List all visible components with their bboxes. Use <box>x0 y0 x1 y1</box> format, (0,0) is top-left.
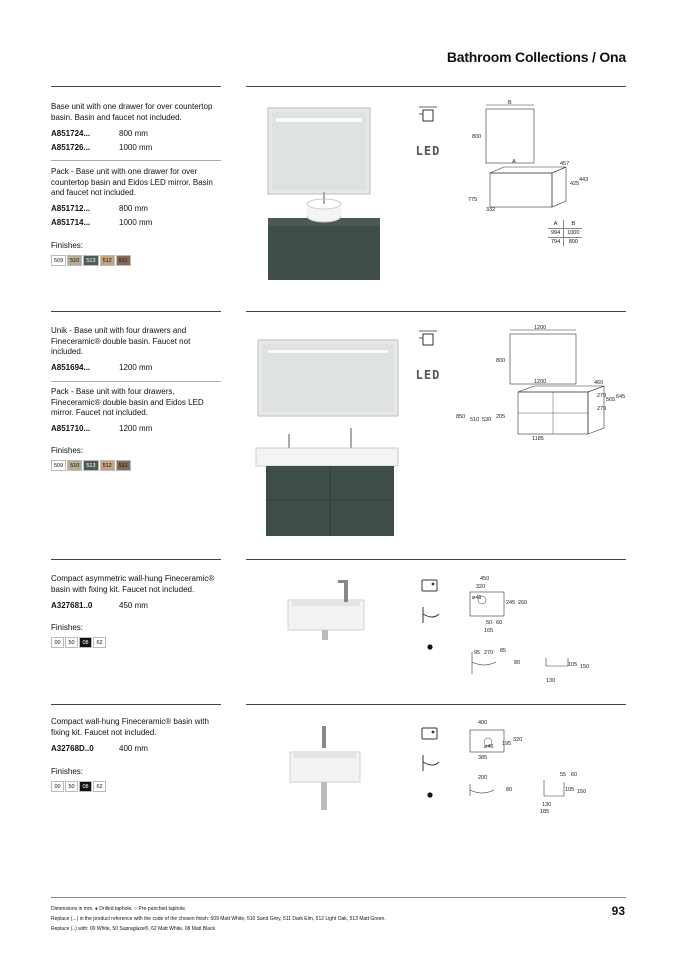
finish-swatches <box>51 781 106 792</box>
dim-label: 130 <box>542 802 552 808</box>
section-divider <box>246 559 626 560</box>
dim-label: 80 <box>506 787 513 793</box>
dim-label: 800 <box>472 134 482 140</box>
finish-swatch: 509 <box>51 255 66 266</box>
product-code: A851726... <box>51 143 91 152</box>
section-divider <box>246 86 626 87</box>
finish-swatch: 50 <box>65 781 78 792</box>
dim-label: 1200 <box>534 379 547 385</box>
finish-swatch: 00 <box>51 781 64 792</box>
product-size: 1200 mm <box>119 424 153 433</box>
feature-icons <box>417 104 439 162</box>
finish-swatch: 509 <box>51 460 66 471</box>
dim-label: 565 <box>606 397 616 403</box>
footer-note: Replace (..) with: 00 White, 50 Supraglaze®, 62 Matt White, 08 Matt Black <box>51 926 216 932</box>
footer-note: Dimensions in mm. ● Drilled taphole. ○ Pre-punched taphole. <box>51 906 187 912</box>
product-size: 450 mm <box>119 601 148 610</box>
dim-label: 95 <box>474 650 481 656</box>
finish-swatch: 62 <box>93 637 106 648</box>
block-divider <box>51 160 221 161</box>
product-size: 400 mm <box>119 744 148 753</box>
finish-swatch: 50 <box>65 637 78 648</box>
dim-label: 50 <box>486 620 493 626</box>
section-divider <box>51 86 221 87</box>
finishes-label: Finishes: <box>51 446 84 455</box>
dim-label: 150 <box>580 664 590 670</box>
dim-label: 105 <box>568 662 578 668</box>
dim-label: 510 <box>470 417 480 423</box>
dim-label: A <box>512 159 516 165</box>
dim-label: 332 <box>486 207 496 213</box>
finish-swatch: 511 <box>116 460 131 471</box>
technical-drawing <box>458 322 628 442</box>
dim-label: 185 <box>540 809 550 815</box>
table-cell: 1000 <box>564 229 583 238</box>
dim-label: 60 <box>496 620 503 626</box>
dim-label: 450 <box>480 576 490 582</box>
dim-label: 245 <box>506 600 516 606</box>
dim-label: 55 <box>560 772 567 778</box>
product-description: Base unit with one drawer for over countertop basin. Basin and faucet not included. <box>51 102 213 122</box>
basin-tap-icon <box>419 722 441 744</box>
wall-hung-icon <box>419 604 441 626</box>
finish-swatch: 511 <box>116 255 131 266</box>
finish-swatch: 510 <box>67 255 82 266</box>
technical-drawing <box>466 97 626 262</box>
page-number: 93 <box>611 904 625 918</box>
dim-label: 260 <box>518 600 528 606</box>
feature-icons <box>417 328 439 386</box>
dim-label: 775 <box>468 197 478 203</box>
product-code-row <box>51 601 148 611</box>
dim-label: 105 <box>565 787 575 793</box>
finish-swatch: 08 <box>79 781 92 792</box>
finishes-label: Finishes: <box>51 241 84 250</box>
product-size: 800 mm <box>119 204 148 213</box>
product-size: 1000 mm <box>119 143 153 152</box>
dim-label: 320 <box>513 737 523 743</box>
dim-label: 150 <box>577 789 587 795</box>
dim-label: 270 <box>484 650 494 656</box>
finish-swatch: 513 <box>83 255 98 266</box>
finish-swatch: 00 <box>51 637 64 648</box>
product-description: Pack - Base unit with four drawers, Fineceramic® double basin and Eidos LED mirror. Faucet not included. <box>51 387 204 417</box>
footer-note: Replace (...) in the product reference with the code of the chosen finish: 509 Matt White, 510 Sand Grey, 511 Dark Elm, 512 Light Oak, 513 Matt Green. <box>51 916 386 922</box>
dim-label: 85 <box>500 648 507 654</box>
table-cell: 994 <box>548 229 564 238</box>
feature-icons <box>419 574 441 658</box>
wall-hung-icon <box>419 752 441 774</box>
product-code-row <box>51 204 152 214</box>
product-code-row <box>51 218 152 228</box>
product-image-basin-compact <box>280 720 370 820</box>
product-code: A851712... <box>51 204 91 213</box>
product-code-list <box>51 601 148 611</box>
dim-label: 195 <box>502 741 512 747</box>
dim-label: 320 <box>476 584 486 590</box>
finish-swatch: 62 <box>93 781 106 792</box>
drilled-taphole-icon <box>419 784 441 806</box>
product-code-list <box>51 424 152 434</box>
dim-label: 443 <box>579 177 589 183</box>
dim-label: 800 <box>496 358 506 364</box>
product-code-list <box>51 204 152 228</box>
product-code: A851694... <box>51 363 91 372</box>
dim-label: 850 <box>456 414 466 420</box>
technical-drawing <box>464 716 604 820</box>
dim-label: 385 <box>478 755 488 761</box>
product-code: A851710... <box>51 424 91 433</box>
finish-swatch: 512 <box>100 255 115 266</box>
product-code-row <box>51 143 152 153</box>
dim-label: B <box>508 100 512 106</box>
product-description: Compact asymmetric wall-hung Fineceramic® basin with fixing kit. Faucet not included. <box>51 574 215 594</box>
feature-icons <box>419 722 441 806</box>
finish-swatch: 513 <box>83 460 98 471</box>
product-code: A32768D..0 <box>51 744 94 753</box>
section-divider <box>51 311 221 312</box>
product-code-list <box>51 129 152 153</box>
mirror-wall-icon <box>417 104 439 126</box>
finish-swatches <box>51 460 131 471</box>
mirror-wall-icon <box>417 328 439 350</box>
dim-label: 205 <box>496 414 506 420</box>
dim-label: 425 <box>570 181 580 187</box>
product-code-list <box>51 363 152 373</box>
product-image-vanity-double <box>248 330 408 542</box>
page-title: Bathroom Collections / Ona <box>446 49 626 65</box>
product-description: Unik - Base unit with four drawers and Fineceramic® double basin. Faucet not included. <box>51 326 191 356</box>
dim-label: 279 <box>597 393 607 399</box>
technical-drawing <box>464 572 604 684</box>
product-size: 1200 mm <box>119 363 153 372</box>
product-code: A327681..0 <box>51 601 93 610</box>
dim-label: 165 <box>484 628 494 634</box>
led-icon: LED <box>415 144 441 158</box>
product-code-row <box>51 129 152 139</box>
finishes-label: Finishes: <box>51 623 84 632</box>
product-code-list <box>51 744 148 754</box>
product-code: A851724... <box>51 129 91 138</box>
product-code-row <box>51 424 152 434</box>
finish-swatches <box>51 637 106 648</box>
product-size: 800 mm <box>119 129 148 138</box>
drilled-taphole-icon <box>419 636 441 658</box>
dim-label: 200 <box>478 775 488 781</box>
product-code-row <box>51 363 152 373</box>
product-image-vanity-single <box>248 96 408 292</box>
table-header: B <box>564 220 583 229</box>
dim-label: 645 <box>616 394 626 400</box>
finish-swatch: 08 <box>79 637 92 648</box>
dim-label: 460 <box>594 380 604 386</box>
product-size: 1000 mm <box>119 218 153 227</box>
product-image-basin-asymmetric <box>278 574 378 640</box>
product-description: Compact wall-hung Fineceramic® basin with fixing kit. Faucet not included. <box>51 717 209 737</box>
dim-label: ø46 <box>484 744 494 750</box>
dim-label: 60 <box>571 772 578 778</box>
finish-swatch: 510 <box>67 460 82 471</box>
dim-label: 530 <box>482 417 492 423</box>
dim-label: 1185 <box>532 436 544 442</box>
section-divider <box>51 704 221 705</box>
dim-label: 457 <box>560 161 570 167</box>
product-description: Pack - Base unit with one drawer for over countertop basin and Eidos LED mirror. Basin and faucet not included. <box>51 167 213 197</box>
dim-label: 80 <box>514 660 521 666</box>
finish-swatch: 512 <box>100 460 115 471</box>
dim-label: ø46 <box>472 595 482 601</box>
dim-label: 1200 <box>534 325 547 331</box>
basin-tap-icon <box>419 574 441 596</box>
product-code: A851714... <box>51 218 91 227</box>
section-divider <box>246 311 626 312</box>
table-cell: 794 <box>548 238 564 247</box>
finish-swatches <box>51 255 131 266</box>
table-cell: 800 <box>564 238 583 247</box>
footer-notes <box>51 904 386 934</box>
footer-divider <box>51 897 626 898</box>
section-divider <box>51 559 221 560</box>
block-divider <box>51 381 221 382</box>
table-header: A <box>553 221 558 227</box>
dimension-table <box>548 220 582 246</box>
dim-label: 400 <box>478 720 488 726</box>
finishes-label: Finishes: <box>51 767 84 776</box>
dim-label: 279 <box>597 406 607 412</box>
section-divider <box>246 704 626 705</box>
dim-label: 130 <box>546 678 556 684</box>
product-code-row <box>51 744 148 754</box>
led-icon: LED <box>415 368 441 382</box>
